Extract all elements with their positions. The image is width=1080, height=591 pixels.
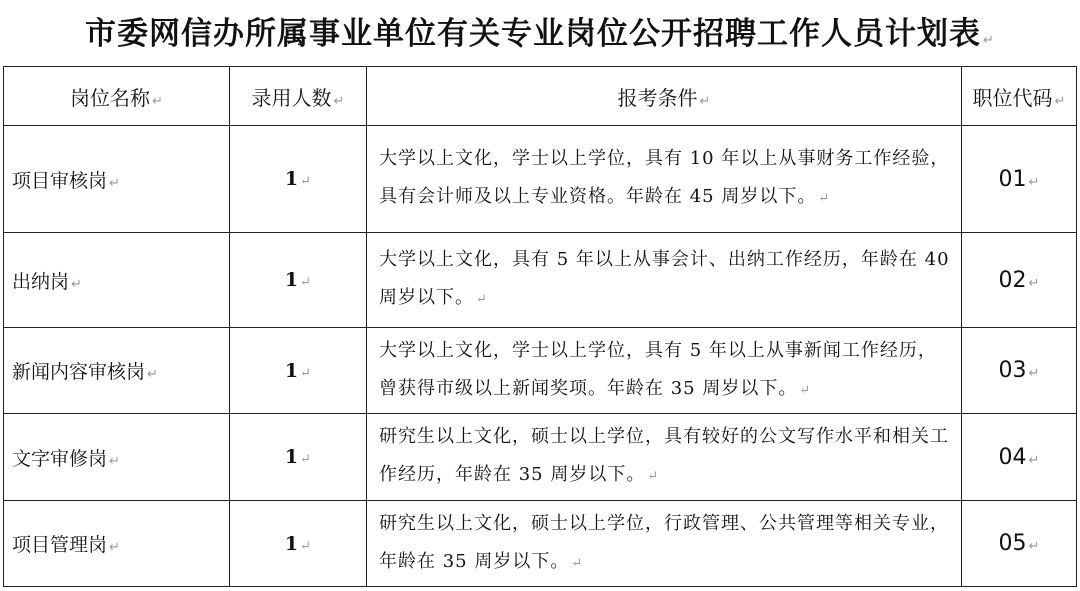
requirements-cell [367,126,962,233]
paragraph-mark-icon: ↵ [699,93,711,109]
table-row [4,328,1077,414]
paragraph-mark-icon: ↵ [647,469,660,484]
paragraph-mark-icon: ↵ [1028,452,1040,468]
position-name-cell [4,328,230,414]
requirements-text: 大学以上文化，学士以上学位，具有 5 年以上从事新闻工作经历，曾获得市级以上新闻奖项。年龄在 35 周岁以下。 [379,339,937,399]
title-text: 市委网信办所属事业单位有关专业岗位公开招聘工作人员计划表 [85,16,982,52]
position-name: 项目管理岗 [12,534,108,556]
header-position-name [4,67,230,126]
paragraph-mark-icon: ↵ [109,540,120,555]
position-name: 文字审修岗 [12,447,108,470]
paragraph-mark-icon: ↵ [147,367,158,382]
header-requirements-text: 报考条件 [617,85,698,110]
paragraph-mark-icon: ↵ [300,174,312,189]
paragraph-mark-icon: ↵ [300,538,312,554]
paragraph-mark-icon: ↵ [571,555,584,571]
position-name-cell [4,414,230,501]
header-position-name-text: 岗位名称 [70,85,151,110]
paragraph-mark-icon: ↵ [71,276,82,292]
requirements-text: 大学以上文化，学士以上学位，具有 10 年以上从事财务工作经验，具有会计师及以上专业资格。年龄在 45 周岁以下。 [379,148,950,207]
hire-count-cell [230,126,367,233]
table-row [4,126,1077,233]
paragraph-mark-icon: ↵ [300,275,312,290]
header-requirements [367,67,962,126]
hire-count-cell [230,414,367,501]
hire-count: 1 [284,269,299,291]
hire-count-cell [230,501,367,587]
paragraph-mark-icon: ↵ [818,191,831,206]
hire-count: 1 [284,359,299,382]
position-code: 02 [998,267,1027,293]
hire-count: 1 [284,446,299,468]
paragraph-mark-icon: ↵ [1054,93,1066,109]
position-code-cell [962,233,1077,328]
paragraph-mark-icon: ↵ [1028,539,1040,554]
position-code: 05 [998,531,1027,556]
hire-count-cell [230,233,367,328]
requirements-cell [367,328,962,414]
hire-count-cell [230,328,367,414]
position-code: 03 [998,358,1027,383]
paragraph-mark-icon: ↵ [476,292,488,307]
header-position-code-text: 职位代码 [972,85,1053,110]
requirements-text: 研究生以上文化，硕士以上学位，具有较好的公文写作水平和相关工作经历，年龄在 35 周岁以下。 [379,426,949,485]
paragraph-mark-icon: ↵ [300,452,312,467]
requirements-text: 研究生以上文化，硕士以上学位，行政管理、公共管理等相关专业，年龄在 35 周岁以下。 [379,512,949,572]
paragraph-mark-icon: ↵ [1028,366,1040,381]
hire-count: 1 [284,168,299,190]
position-name-cell [4,501,230,587]
requirements-cell [367,414,962,501]
paragraph-mark-icon: ↵ [799,382,812,398]
header-position-code [962,67,1077,126]
header-hire-count-text: 录用人数 [251,85,332,110]
paragraph-mark-icon: ↵ [1028,174,1040,190]
paragraph-mark-icon: ↵ [109,453,120,469]
table-row [4,501,1077,587]
table-row [4,414,1077,501]
requirements-text: 大学以上文化，具有 5 年以上从事会计、出纳工作经历，年龄在 40 周岁以下。 [379,249,950,308]
position-code-cell [962,501,1077,587]
position-name: 新闻内容审核岗 [12,361,146,383]
requirements-cell [367,233,962,328]
hire-count: 1 [284,532,299,555]
recruitment-table [3,66,1077,587]
page-title [0,8,1080,53]
table-row [4,233,1077,328]
position-code-cell [962,328,1077,414]
paragraph-mark-icon: ↵ [300,365,312,381]
requirements-cell [367,501,962,587]
position-name-cell [4,126,230,233]
paragraph-mark-icon: ↵ [983,33,995,48]
position-name-cell [4,233,230,328]
paragraph-mark-icon: ↵ [333,93,345,109]
position-name: 项目审核岗 [12,169,108,192]
position-code: 01 [998,166,1027,192]
position-code-cell [962,126,1077,233]
paragraph-mark-icon: ↵ [109,175,120,191]
table-header-row [4,67,1077,126]
position-code-cell [962,414,1077,501]
position-code: 04 [998,444,1027,470]
paragraph-mark-icon: ↵ [152,93,163,109]
header-hire-count [230,67,367,126]
paragraph-mark-icon: ↵ [1028,275,1040,291]
position-name: 出纳岗 [12,270,70,293]
